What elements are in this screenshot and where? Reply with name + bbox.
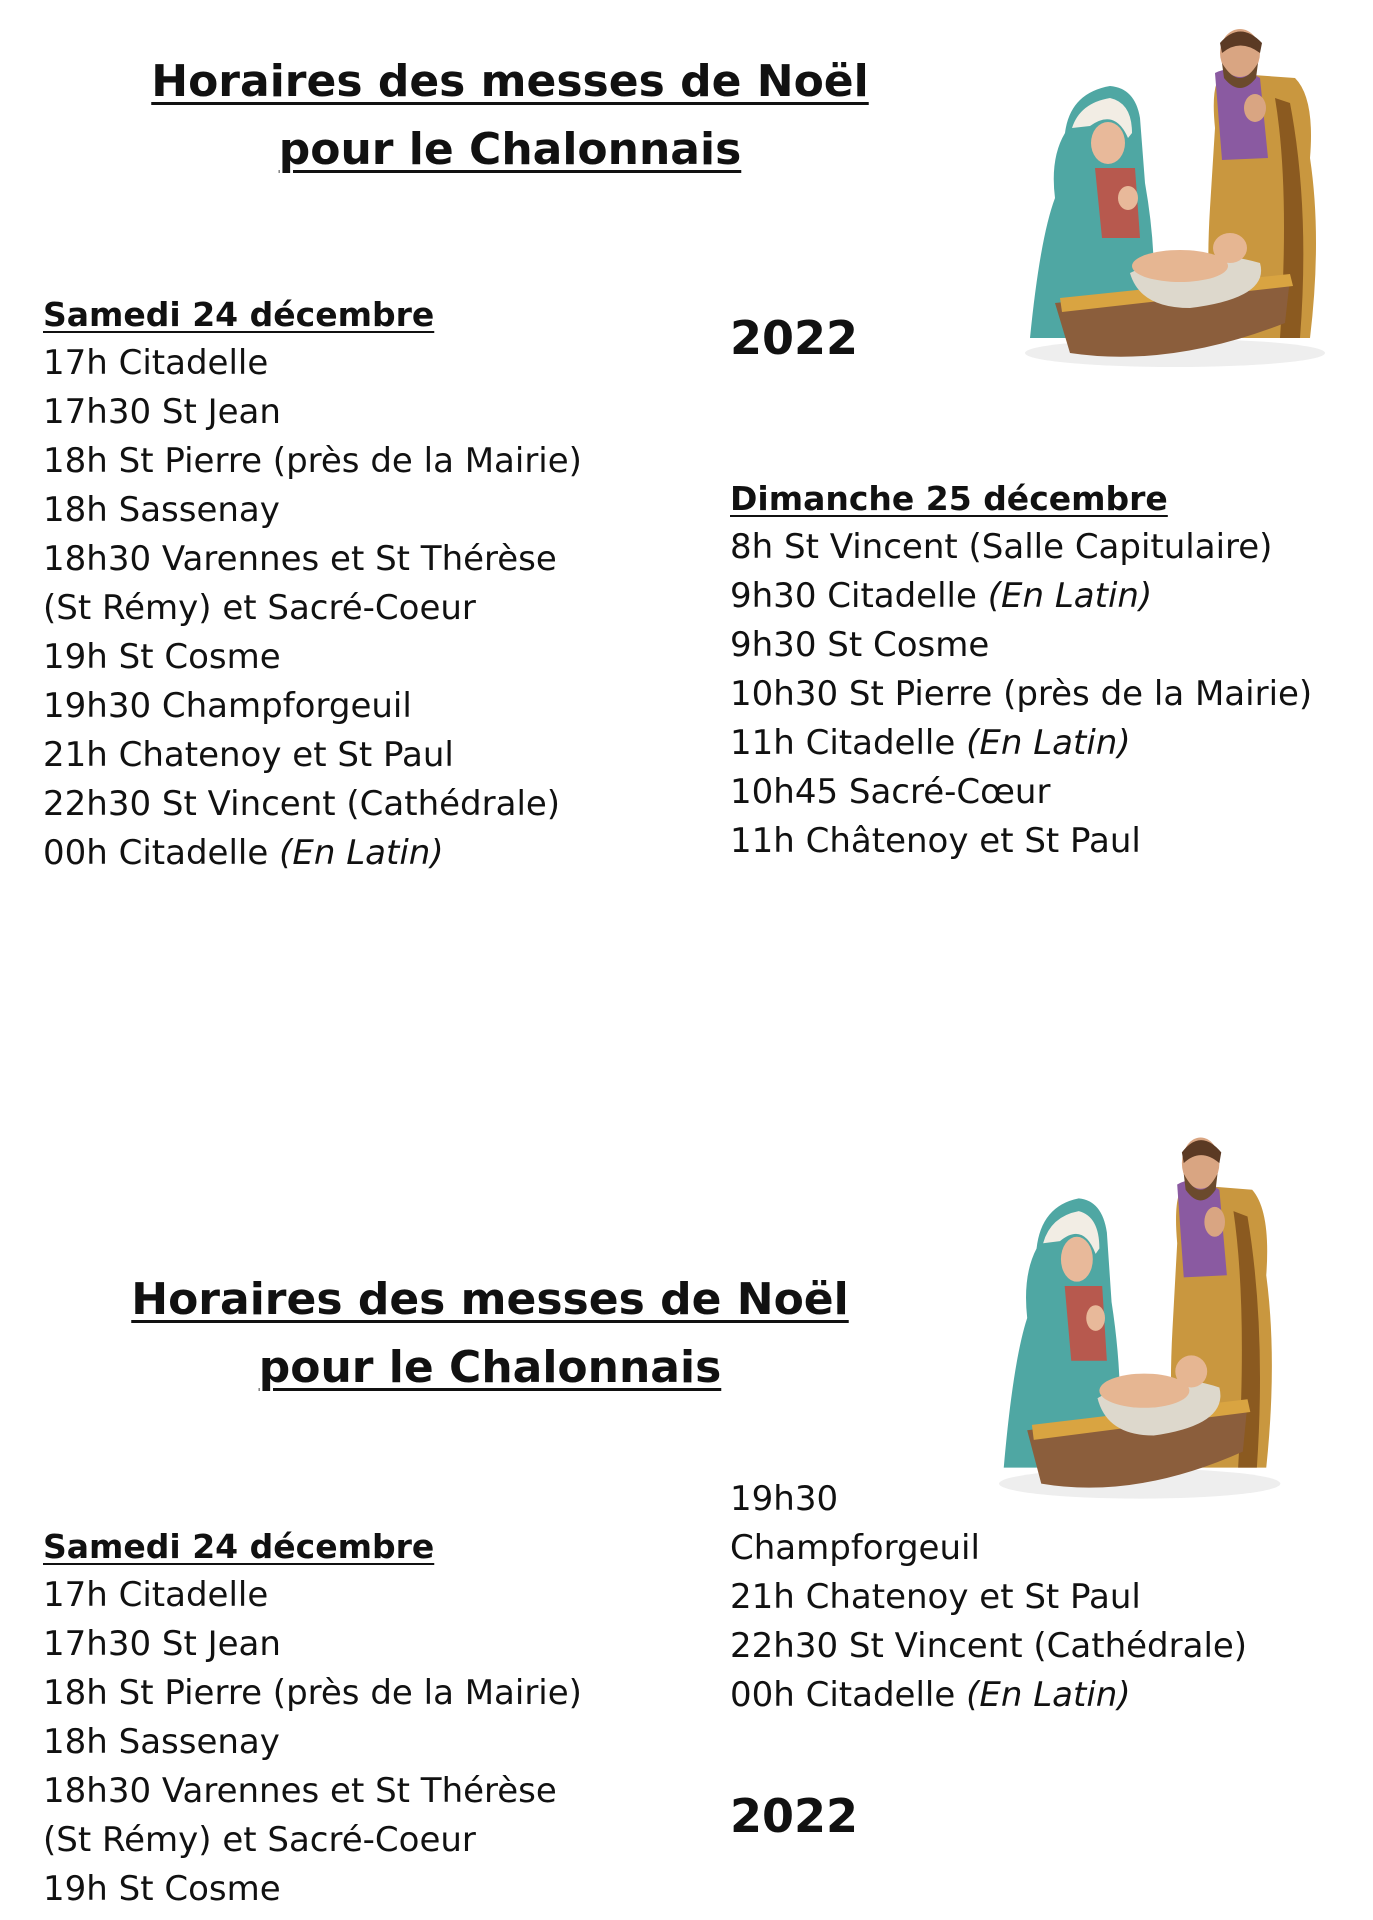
title-line-1: Horaires des messes de Noël xyxy=(151,56,869,107)
item-text: 19h30 xyxy=(730,1479,839,1519)
item-text: 18h30 Varennes et St Thérèse (St Rémy) et Sacré-Coeur xyxy=(43,1771,557,1860)
latin-note: (En Latin) xyxy=(966,723,1131,763)
saturday-schedule-list xyxy=(43,1571,623,1914)
list-item xyxy=(730,817,1350,866)
item-text: 22h30 St Vincent (Cathédrale) xyxy=(730,1626,1248,1666)
list-item xyxy=(43,731,623,780)
list-item xyxy=(43,1571,623,1620)
sunday-section xyxy=(730,474,1350,866)
item-text: 18h St Pierre (près de la Mairie) xyxy=(43,441,582,481)
year-label: 2022 xyxy=(730,1789,859,1843)
list-item xyxy=(730,670,1350,719)
latin-note: (En Latin) xyxy=(279,833,444,873)
item-text: 00h Citadelle xyxy=(730,1675,956,1715)
item-text: 18h30 Varennes et St Thérèse (St Rémy) et Sacré-Coeur xyxy=(43,539,557,628)
saturday-section xyxy=(43,290,623,878)
saturday-schedule-list xyxy=(43,339,623,878)
item-text: 19h St Cosme xyxy=(43,1869,281,1909)
item-text: 8h St Vincent (Salle Capitulaire) xyxy=(730,527,1273,567)
item-text: 18h Sassenay xyxy=(43,490,280,530)
list-item xyxy=(730,1524,1330,1573)
list-item xyxy=(43,535,583,633)
list-item xyxy=(730,1475,1330,1524)
list-item xyxy=(43,682,623,731)
item-text: 18h Sassenay xyxy=(43,1722,280,1762)
list-item xyxy=(43,1767,583,1865)
list-item xyxy=(730,719,1350,768)
list-item xyxy=(43,486,623,535)
item-text: 11h Châtenoy et St Paul xyxy=(730,821,1141,861)
nativity-scene-icon xyxy=(1010,8,1330,373)
saturday-heading: Samedi 24 décembre xyxy=(43,1527,435,1566)
item-text: 17h Citadelle xyxy=(43,343,269,383)
item-text: 17h30 St Jean xyxy=(43,392,281,432)
item-text: 22h30 St Vincent (Cathédrale) xyxy=(43,784,561,824)
item-text: 10h45 Sacré-Cœur xyxy=(730,772,1051,812)
list-item xyxy=(43,437,623,486)
title-block xyxy=(130,48,890,184)
list-item xyxy=(730,1671,1330,1720)
list-item xyxy=(43,633,623,682)
item-text: Champforgeuil xyxy=(730,1528,980,1568)
saturday-heading: Samedi 24 décembre xyxy=(43,295,435,334)
list-item xyxy=(730,621,1350,670)
list-item xyxy=(43,1620,623,1669)
list-item xyxy=(43,780,623,829)
list-item xyxy=(43,388,623,437)
continuation-section xyxy=(730,1475,1330,1720)
item-text: 21h Chatenoy et St Paul xyxy=(730,1577,1141,1617)
list-item xyxy=(730,1573,1330,1622)
latin-note: (En Latin) xyxy=(987,576,1153,616)
item-text: 9h30 St Cosme xyxy=(730,625,990,665)
item-text: 21h Chatenoy et St Paul xyxy=(43,735,454,775)
year-label: 2022 xyxy=(730,311,859,365)
list-item xyxy=(730,523,1350,572)
list-item xyxy=(43,829,623,878)
nativity-scene-icon xyxy=(985,1115,1285,1505)
list-item xyxy=(730,572,1350,621)
title-line-2: pour le Chalonnais xyxy=(258,1342,722,1393)
list-item xyxy=(730,1622,1330,1671)
title-block xyxy=(110,1266,870,1402)
item-text: 11h Citadelle xyxy=(730,723,956,763)
list-item xyxy=(43,339,623,388)
latin-note: (En Latin) xyxy=(966,1675,1131,1715)
bottom-flyer xyxy=(0,1100,1373,1920)
list-item xyxy=(43,1669,623,1718)
list-item xyxy=(730,768,1350,817)
item-text: 10h30 St Pierre (près de la Mairie) xyxy=(730,674,1313,714)
item-text: 19h St Cosme xyxy=(43,637,281,677)
list-item xyxy=(43,1865,623,1914)
title-line-1: Horaires des messes de Noël xyxy=(131,1274,849,1325)
title-line-2: pour le Chalonnais xyxy=(278,124,742,175)
item-text: 17h30 St Jean xyxy=(43,1624,281,1664)
item-text: 9h30 Citadelle xyxy=(730,576,977,616)
item-text: 17h Citadelle xyxy=(43,1575,269,1615)
nativity-image xyxy=(1010,8,1330,373)
item-text: 00h Citadelle xyxy=(43,833,269,873)
sunday-schedule-list xyxy=(730,523,1350,866)
list-item xyxy=(43,1718,623,1767)
item-text: 18h St Pierre (près de la Mairie) xyxy=(43,1673,582,1713)
nativity-image xyxy=(985,1115,1285,1505)
item-text: 19h30 Champforgeuil xyxy=(43,686,412,726)
sunday-heading: Dimanche 25 décembre xyxy=(730,479,1168,518)
saturday-section xyxy=(43,1522,623,1914)
